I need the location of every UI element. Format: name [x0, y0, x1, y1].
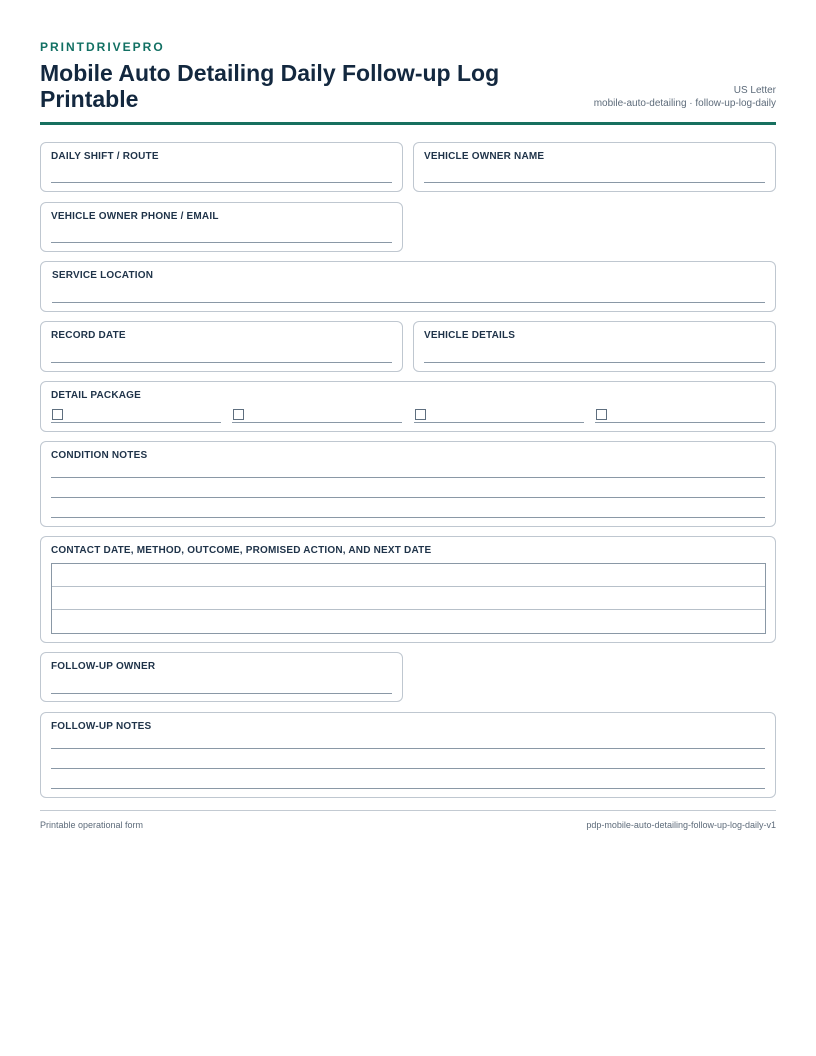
field-label: VEHICLE OWNER NAME	[424, 151, 545, 162]
write-line	[51, 693, 392, 694]
service-location-field[interactable]	[40, 261, 776, 312]
write-line	[51, 477, 765, 478]
form-id: pdp-mobile-auto-detailing-follow-up-log-daily-v1	[586, 820, 776, 830]
write-line	[51, 362, 392, 363]
package-checkbox-2[interactable]	[233, 409, 244, 420]
field-label: DAILY SHIFT / ROUTE	[51, 151, 159, 162]
page-footer	[40, 810, 776, 830]
contact-log-field	[40, 536, 776, 643]
daily-shift-route-field[interactable]	[40, 142, 403, 192]
title-line-1: Mobile Auto Detailing Daily Follow-up Log	[40, 60, 500, 86]
vehicle-owner-contact-field[interactable]	[40, 202, 403, 252]
field-label: VEHICLE DETAILS	[424, 330, 516, 341]
contact-log-table	[51, 563, 766, 634]
package-checkbox-1[interactable]	[52, 409, 63, 420]
form-slug: mobile-auto-detailing · follow-up-log-daily	[593, 98, 776, 109]
vehicle-details-field[interactable]	[413, 321, 776, 372]
write-line	[51, 497, 765, 498]
detail-package-field	[40, 381, 776, 432]
field-label: CONDITION NOTES	[51, 450, 148, 461]
field-label: DETAIL PACKAGE	[51, 390, 142, 401]
write-line	[424, 362, 765, 363]
table-row[interactable]	[52, 564, 765, 587]
write-line	[51, 748, 765, 749]
field-label: CONTACT DATE, METHOD, OUTCOME, PROMISED ACTION, AND NEXT DATE	[51, 545, 432, 556]
table-row[interactable]	[52, 610, 765, 633]
follow-up-owner-field[interactable]	[40, 652, 403, 702]
field-label: RECORD DATE	[51, 330, 126, 341]
write-line	[51, 242, 392, 243]
write-line	[595, 422, 765, 423]
write-line	[232, 422, 402, 423]
record-date-field[interactable]	[40, 321, 403, 372]
title-line-2: Printable	[40, 86, 139, 112]
vehicle-owner-name-field[interactable]	[413, 142, 776, 192]
write-line	[51, 788, 765, 789]
package-checkbox-4[interactable]	[596, 409, 607, 420]
field-label: VEHICLE OWNER PHONE / EMAIL	[51, 211, 219, 222]
write-line	[52, 302, 765, 303]
write-line	[51, 768, 765, 769]
page-title	[40, 60, 560, 112]
write-line	[414, 422, 584, 423]
follow-up-notes-field[interactable]	[40, 712, 776, 798]
field-label: FOLLOW-UP NOTES	[51, 721, 152, 732]
page-header	[40, 40, 776, 125]
write-line	[51, 182, 392, 183]
package-checkbox-3[interactable]	[415, 409, 426, 420]
field-label: FOLLOW-UP OWNER	[51, 661, 156, 672]
paper-size: US Letter	[733, 85, 776, 96]
write-line	[424, 182, 765, 183]
brand-name: PRINTDRIVEPRO	[40, 40, 165, 54]
form-page	[40, 40, 776, 112]
condition-notes-field[interactable]	[40, 441, 776, 527]
page-meta	[594, 84, 776, 110]
field-label: SERVICE LOCATION	[52, 270, 154, 281]
write-line	[51, 422, 221, 423]
footer-label: Printable operational form	[40, 820, 144, 830]
write-line	[51, 517, 765, 518]
table-row[interactable]	[52, 587, 765, 610]
